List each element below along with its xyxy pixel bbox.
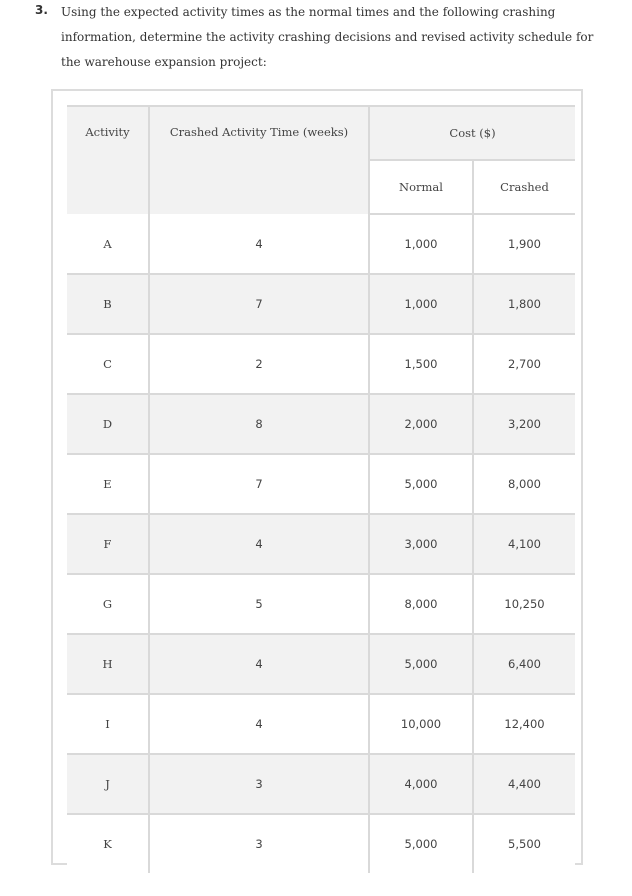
cell-crashed-time: 7 [149,274,369,334]
cell-crashed-cost: 5,500 [473,814,575,873]
cell-crashed-time: 4 [149,634,369,694]
table-row [67,814,575,873]
table-row [67,334,575,394]
cell-crashed-time: 4 [149,694,369,754]
table-row [67,394,575,454]
cell-crashed-cost: 2,700 [473,334,575,394]
table-row [67,754,575,814]
header-crashed: Crashed [473,160,575,214]
cell-crashed-time: 4 [149,514,369,574]
cell-normal-cost: 2,000 [369,394,473,454]
table-row [67,634,575,694]
cell-crashed-cost: 4,400 [473,754,575,814]
cell-crashed-time: 5 [149,574,369,634]
cell-crashed-time: 4 [149,214,369,274]
cell-activity: D [67,394,149,454]
question-text: Using the expected activity times as the normal times and the following crashing information, determine the activity crashing decisions and revised activity schedule for the warehouse expansion project: [61,5,594,69]
cell-crashed-cost: 10,250 [473,574,575,634]
cell-activity: I [67,694,149,754]
cell-normal-cost: 8,000 [369,574,473,634]
cell-activity: E [67,454,149,514]
cell-normal-cost: 5,000 [369,454,473,514]
header-activity: Activity [67,106,149,214]
header-crashed-time: Crashed Activity Time (weeks) [149,106,369,214]
table-row [67,454,575,514]
crashing-table [67,105,575,873]
cell-activity: F [67,514,149,574]
crashing-table-frame [51,89,583,865]
cell-crashed-cost: 1,900 [473,214,575,274]
cell-activity: C [67,334,149,394]
question-number: 3. [35,3,48,17]
table-row [67,514,575,574]
cell-crashed-cost: 12,400 [473,694,575,754]
cell-crashed-cost: 8,000 [473,454,575,514]
cell-crashed-cost: 4,100 [473,514,575,574]
cell-crashed-time: 2 [149,334,369,394]
table-row [67,574,575,634]
table-row [67,214,575,274]
cell-activity: G [67,574,149,634]
header-cost: Cost ($) [369,106,575,160]
cell-activity: K [67,814,149,873]
cell-crashed-cost: 1,800 [473,274,575,334]
cell-crashed-time: 7 [149,454,369,514]
cell-crashed-time: 3 [149,754,369,814]
cell-normal-cost: 3,000 [369,514,473,574]
cell-activity: A [67,214,149,274]
cell-normal-cost: 1,000 [369,274,473,334]
cell-activity: H [67,634,149,694]
cell-crashed-cost: 6,400 [473,634,575,694]
table-body [67,214,575,873]
cell-crashed-time: 3 [149,814,369,873]
table-row [67,694,575,754]
cell-normal-cost: 5,000 [369,634,473,694]
cell-normal-cost: 4,000 [369,754,473,814]
cell-normal-cost: 1,500 [369,334,473,394]
cell-normal-cost: 10,000 [369,694,473,754]
header-normal: Normal [369,160,473,214]
cell-activity: B [67,274,149,334]
cell-crashed-time: 8 [149,394,369,454]
cell-normal-cost: 5,000 [369,814,473,873]
cell-normal-cost: 1,000 [369,214,473,274]
cell-crashed-cost: 3,200 [473,394,575,454]
cell-activity: J [67,754,149,814]
table-row [67,274,575,334]
